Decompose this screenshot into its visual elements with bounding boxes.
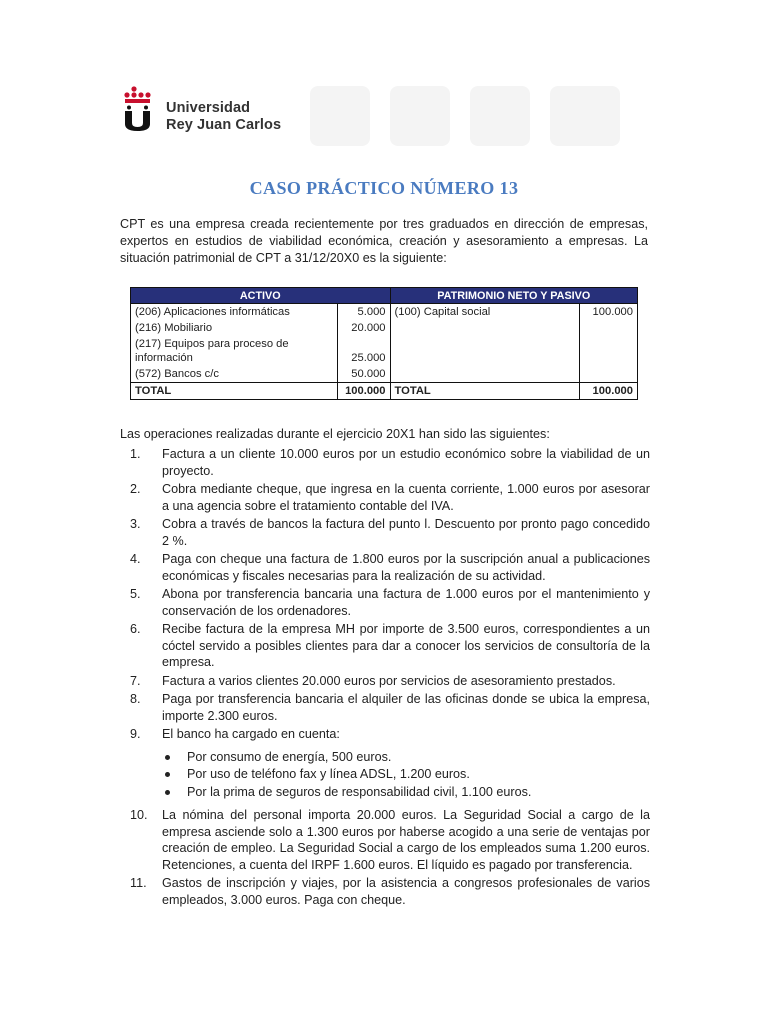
item-text: Factura a varios clientes 20.000 euros por servicios de asesoramiento prestados.	[162, 673, 616, 688]
item-text: Abona por transferencia bancaria una factura de 1.000 euros por el mantenimiento y conservación de los ordenadores.	[162, 587, 650, 618]
activo-value: 25.000	[337, 336, 390, 366]
activo-value: 50.000	[337, 366, 390, 383]
university-logo	[122, 86, 282, 136]
activo-header: ACTIVO	[131, 288, 391, 304]
bullet-item	[162, 784, 650, 801]
list-item	[120, 673, 650, 690]
list-item	[120, 875, 650, 908]
item-number: 3.	[130, 517, 141, 531]
activo-label: (206) Aplicaciones informáticas	[131, 304, 338, 321]
intro-paragraph: CPT es una empresa creada recientemente por tres graduados en dirección de empresas, expertos en estudios de viabilidad económica, creación y asesoramiento a empresas. La situación patrimonial de CPT a 31/12/20X0 es la siguiente:	[120, 217, 648, 265]
pasivo-empty-cell	[580, 336, 638, 366]
university-name-line2: Rey Juan Carlos	[166, 117, 282, 133]
pasivo-header: PATRIMONIO NETO Y PASIVO	[390, 288, 637, 304]
activo-value: 5.000	[337, 304, 390, 321]
bullet-text: Por uso de teléfono fax y línea ADSL, 1.200 euros.	[187, 767, 470, 781]
balance-sheet-table	[130, 287, 638, 400]
activo-label: (572) Bancos c/c	[131, 366, 338, 383]
pasivo-total-value: 100.000	[580, 383, 638, 400]
list-item	[120, 586, 650, 619]
activo-total-label: TOTAL	[131, 383, 338, 400]
bullet-icon	[165, 790, 170, 795]
watermark-graphic	[300, 76, 650, 156]
item-number: 8.	[130, 692, 141, 706]
bullet-item	[162, 766, 650, 783]
total-row	[131, 383, 638, 400]
item-number: 6.	[130, 622, 141, 636]
pasivo-total-label: TOTAL	[390, 383, 580, 400]
operations-intro: Las operaciones realizadas durante el ejercicio 20X1 han sido las siguientes:	[120, 427, 550, 441]
list-item	[120, 516, 650, 549]
item-number: 1.	[130, 447, 141, 461]
pasivo-empty-cell	[390, 320, 580, 336]
pasivo-empty-cell	[390, 366, 580, 383]
bullet-icon	[165, 755, 170, 760]
list-item	[120, 551, 650, 584]
item-text: Cobra a través de bancos la factura del punto l. Descuento por pronto pago concedido 2 %.	[162, 517, 650, 548]
item-text: Paga por transferencia bancaria el alquiler de las oficinas donde se ubica la empresa, importe 2.300 euros.	[162, 692, 650, 723]
bullet-text: Por consumo de energía, 500 euros.	[187, 749, 392, 764]
list-item	[120, 691, 650, 724]
activo-value: 20.000	[337, 320, 390, 336]
bullet-text: Por la prima de seguros de responsabilidad civil, 1.100 euros.	[187, 784, 532, 799]
activo-label: (216) Mobiliario	[131, 320, 338, 336]
pasivo-label: (100) Capital social	[390, 304, 580, 321]
table-row	[131, 320, 638, 336]
bullet-icon	[165, 772, 170, 777]
item-number: 2.	[130, 482, 141, 496]
list-item	[120, 807, 650, 873]
activo-label: (217) Equipos para proceso de información	[131, 336, 338, 366]
table-row	[131, 336, 638, 366]
item-number: 7.	[130, 673, 141, 688]
list-item	[120, 481, 650, 514]
item-text: Cobra mediante cheque, que ingresa en la cuenta corriente, 1.000 euros por asesorar a una agencia sobre el tratamiento contable del IVA.	[162, 482, 650, 513]
operations-list	[120, 446, 650, 910]
item-text: El banco ha cargado en cuenta:	[162, 727, 340, 741]
table-row	[131, 366, 638, 383]
item-number: 10.	[130, 808, 148, 822]
university-crest-icon	[122, 86, 156, 134]
bank-charges-list	[162, 749, 650, 801]
pasivo-empty-cell	[390, 336, 580, 366]
item-number: 5.	[130, 587, 141, 601]
item-text: Gastos de inscripción y viajes, por la asistencia a congresos profesionales de varios empleados, 3.000 euros. Paga con cheque.	[162, 876, 650, 907]
pasivo-empty-cell	[580, 320, 638, 336]
item-text: Factura a un cliente 10.000 euros por un estudio económico sobre la viabilidad de un proyecto.	[162, 447, 650, 478]
list-item	[120, 726, 650, 800]
item-number: 4.	[130, 552, 141, 566]
item-text: Paga con cheque una factura de 1.800 euros por la suscripción anual a publicaciones económicas y fiscales necesarias para la realización de su actividad.	[162, 552, 650, 583]
item-number: 11.	[130, 876, 147, 890]
university-name	[166, 100, 281, 134]
bullet-item	[162, 749, 650, 766]
item-text: La nómina del personal importa 20.000 euros. La Seguridad Social a cargo de la empresa asciende solo a 1.300 euros por haberse acogido a una serie de ventajas por creación de empleo. La Seguridad Social a cargo de los empleados suma 1.200 euros. Retenciones, a cuenta del IRPF 1.600 euros. El líquido es pagado por transferencia.	[162, 808, 650, 872]
item-text: Recibe factura de la empresa MH por importe de 3.500 euros, correspondientes a un cóctel servido a posibles clientes para dar a conocer los servicios de consultoría de la empresa.	[162, 622, 650, 669]
activo-total-value: 100.000	[337, 383, 390, 400]
item-number: 9.	[130, 727, 141, 741]
table-row	[131, 304, 638, 321]
pasivo-value: 100.000	[580, 304, 638, 321]
university-name-line1: Universidad	[166, 100, 251, 116]
pasivo-empty-cell	[580, 366, 638, 383]
page-title: CASO PRÁCTICO NÚMERO 13	[249, 178, 519, 198]
list-item	[120, 446, 650, 479]
list-item	[120, 621, 650, 671]
